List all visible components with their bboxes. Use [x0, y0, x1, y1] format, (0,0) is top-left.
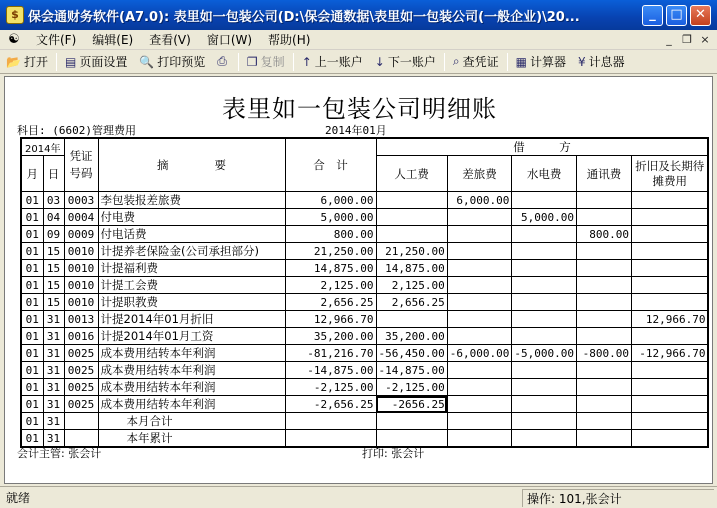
close-button[interactable]: ✕ [690, 5, 711, 26]
table-cell[interactable] [631, 396, 708, 413]
table-cell[interactable]: 15 [43, 277, 64, 294]
table-cell[interactable]: -5,000.00 [512, 345, 577, 362]
table-cell[interactable]: 800.00 [285, 226, 376, 243]
table-cell[interactable]: 01 [21, 413, 43, 430]
page-setup-button[interactable]: ▤ 页面设置 [64, 54, 128, 69]
table-cell[interactable]: 15 [43, 294, 64, 311]
table-cell[interactable]: 0025 [64, 396, 98, 413]
header-day: 日 [43, 156, 64, 192]
table-cell[interactable]: 31 [43, 345, 64, 362]
preview-icon: 🔍 [139, 54, 155, 69]
table-cell[interactable]: 5,000.00 [512, 209, 577, 226]
header-year: 2014年 [21, 138, 64, 156]
table-cell[interactable] [576, 277, 631, 294]
table-cell[interactable] [447, 226, 512, 243]
table-cell[interactable]: 12,966.70 [285, 311, 376, 328]
table-cell[interactable] [631, 362, 708, 379]
table-row [21, 294, 708, 311]
table-cell[interactable] [631, 379, 708, 396]
table-cell[interactable] [447, 260, 512, 277]
copy-icon: ❐ [246, 54, 258, 69]
folder-icon: 📂 [6, 54, 21, 69]
table-cell[interactable]: 6,000.00 [447, 192, 512, 209]
print-preview-button[interactable]: 🔍 打印预览 [139, 54, 206, 69]
table-cell[interactable]: 0010 [64, 243, 98, 260]
table-cell[interactable]: 01 [21, 294, 43, 311]
mdi-restore-button[interactable]: ❐ [682, 32, 692, 46]
table-cell[interactable] [512, 226, 577, 243]
table-cell[interactable]: 5,000.00 [285, 209, 376, 226]
table-cell[interactable]: -6,000.00 [447, 345, 512, 362]
report-page [4, 76, 713, 484]
accountant-label: 会计主管: 张会计 [17, 447, 102, 460]
table-row [21, 209, 708, 226]
arrow-down-icon: ↓ [374, 54, 385, 69]
table-cell[interactable] [512, 379, 577, 396]
table-cell[interactable]: 本月合计 [98, 413, 285, 430]
table-cell[interactable]: -14,875.00 [285, 362, 376, 379]
table-cell[interactable]: 2,125.00 [376, 277, 447, 294]
table-cell[interactable]: -2,125.00 [285, 379, 376, 396]
menu-bar [0, 30, 717, 50]
table-cell[interactable]: 31 [43, 311, 64, 328]
table-cell[interactable]: 31 [43, 396, 64, 413]
table-cell[interactable] [447, 413, 512, 430]
table-cell[interactable] [376, 413, 447, 430]
table-cell[interactable]: 01 [21, 277, 43, 294]
table-cell[interactable]: 成本费用结转本年利润 [98, 345, 285, 362]
table-cell[interactable] [512, 277, 577, 294]
print-button[interactable] [211, 51, 236, 73]
table-cell[interactable]: -14,875.00 [376, 362, 447, 379]
table-cell[interactable]: 0010 [64, 260, 98, 277]
table-cell[interactable]: 14,875.00 [285, 260, 376, 277]
table-cell[interactable] [447, 379, 512, 396]
header-travel: 差旅费 [447, 156, 512, 192]
table-cell[interactable]: 01 [21, 362, 43, 379]
table-cell[interactable]: -2,125.00 [376, 379, 447, 396]
table-cell[interactable]: 31 [43, 430, 64, 448]
header-month: 月 [21, 156, 43, 192]
table-cell[interactable] [447, 277, 512, 294]
menu-help[interactable]: 帮助(H) [268, 32, 311, 47]
table-cell[interactable]: 6,000.00 [285, 192, 376, 209]
arrow-up-icon: ↑ [301, 54, 312, 69]
table-cell[interactable] [512, 260, 577, 277]
table-cell[interactable] [631, 243, 708, 260]
table-cell[interactable]: 01 [21, 243, 43, 260]
interest-calculator-button[interactable]: ¥ 计息器 [577, 54, 625, 69]
table-cell[interactable] [512, 311, 577, 328]
table-cell[interactable] [376, 192, 447, 209]
table-cell[interactable] [376, 311, 447, 328]
calculator-button[interactable]: ▦ 计算器 [515, 54, 566, 69]
table-cell[interactable] [512, 362, 577, 379]
table-cell[interactable]: -56,450.00 [376, 345, 447, 362]
table-cell[interactable]: 12,966.70 [631, 311, 708, 328]
table-cell[interactable]: 0025 [64, 362, 98, 379]
table-cell[interactable] [631, 294, 708, 311]
table-cell[interactable]: 0003 [64, 192, 98, 209]
header-debit: 借 方 [376, 138, 708, 156]
table-cell[interactable]: -12,966.70 [631, 345, 708, 362]
table-cell[interactable]: 0013 [64, 311, 98, 328]
table-cell[interactable] [576, 294, 631, 311]
table-cell[interactable] [576, 243, 631, 260]
table-row [21, 345, 708, 362]
table-cell[interactable]: 成本费用结转本年利润 [98, 362, 285, 379]
table-cell[interactable] [576, 209, 631, 226]
table-cell[interactable] [447, 362, 512, 379]
window-title: 保会通财务软件(A7.0): 表里如一包装公司(D:\保会通数据\表里如一包装公司(一般企业)\20... [28, 9, 580, 25]
table-cell[interactable] [447, 243, 512, 260]
yen-icon: ¥ [577, 54, 586, 69]
table-row [21, 311, 708, 328]
table-cell[interactable]: 01 [21, 226, 43, 243]
table-cell[interactable]: 01 [21, 430, 43, 448]
table-row [21, 243, 708, 260]
ledger-body [21, 192, 708, 448]
table-cell[interactable]: 09 [43, 226, 64, 243]
menu-file[interactable]: 文件(F) [36, 32, 77, 47]
toolbar [0, 50, 717, 74]
menu-edit[interactable]: 编辑(E) [92, 32, 134, 47]
table-cell[interactable]: 31 [43, 379, 64, 396]
table-cell[interactable]: 本年累计 [98, 430, 285, 448]
table-cell[interactable] [512, 396, 577, 413]
prev-account-button[interactable]: ↑ 上一账户 [301, 54, 363, 69]
summary-row [21, 413, 708, 430]
report-title: 表里如一包装公司明细账 [222, 95, 497, 123]
header-total: 合 计 [285, 138, 376, 192]
table-cell[interactable] [631, 192, 708, 209]
table-cell[interactable]: 01 [21, 328, 43, 345]
table-cell[interactable]: 01 [21, 192, 43, 209]
header-depreciation: 折旧及长期待摊费用 [631, 156, 708, 192]
table-cell[interactable]: 01 [21, 260, 43, 277]
table-cell[interactable]: 计提职教费 [98, 294, 285, 311]
table-cell[interactable] [631, 226, 708, 243]
menu-view[interactable]: 查看(V) [149, 32, 191, 47]
printer-icon: ⎙ [217, 54, 227, 68]
table-cell[interactable] [512, 328, 577, 345]
table-cell[interactable] [512, 413, 577, 430]
view-voucher-button[interactable]: ⌕ 查凭证 [452, 54, 499, 69]
table-cell[interactable] [447, 430, 512, 448]
table-cell[interactable]: 0010 [64, 277, 98, 294]
table-cell[interactable]: 35,200.00 [376, 328, 447, 345]
header-telecom: 通讯费 [576, 156, 631, 192]
table-cell[interactable]: 成本费用结转本年利润 [98, 396, 285, 413]
table-cell[interactable]: 2,656.25 [376, 294, 447, 311]
table-row [21, 396, 708, 413]
period-label: 2014年01月 [325, 124, 387, 137]
table-cell[interactable] [447, 328, 512, 345]
header-utilities: 水电费 [512, 156, 577, 192]
table-row [21, 260, 708, 277]
title-bar [0, 0, 717, 30]
table-row [21, 226, 708, 243]
yin-yang-icon[interactable]: ☯ [8, 31, 20, 47]
page-icon: ▤ [64, 54, 77, 69]
status-bar [0, 486, 717, 508]
table-cell[interactable]: 31 [43, 362, 64, 379]
table-cell[interactable] [576, 328, 631, 345]
table-cell[interactable] [285, 413, 376, 430]
open-button[interactable]: 📂 打开 [6, 54, 48, 69]
table-cell[interactable]: 成本费用结转本年利润 [98, 379, 285, 396]
header-labor: 人工费 [376, 156, 447, 192]
table-cell[interactable]: 付电话费 [98, 226, 285, 243]
table-cell[interactable] [576, 413, 631, 430]
table-cell[interactable]: 0010 [64, 294, 98, 311]
table-cell[interactable] [512, 243, 577, 260]
ledger-table [20, 137, 709, 448]
table-cell[interactable]: 李包装报差旅费 [98, 192, 285, 209]
calculator-icon: ▦ [515, 54, 527, 69]
table-row [21, 362, 708, 379]
table-cell[interactable]: 01 [21, 311, 43, 328]
table-cell[interactable] [631, 209, 708, 226]
table-cell[interactable]: 04 [43, 209, 64, 226]
menu-window[interactable]: 窗口(W) [206, 32, 253, 47]
table-row [21, 277, 708, 294]
table-cell[interactable]: 31 [43, 413, 64, 430]
table-cell[interactable] [512, 294, 577, 311]
table-cell[interactable] [447, 294, 512, 311]
mdi-close-button[interactable]: × [700, 32, 710, 46]
table-cell[interactable]: 0025 [64, 379, 98, 396]
table-cell[interactable]: 03 [43, 192, 64, 209]
table-cell[interactable]: 15 [43, 260, 64, 277]
next-account-button[interactable]: ↓ 下一账户 [374, 54, 436, 69]
table-cell[interactable]: -2656.25 [376, 396, 447, 413]
table-cell[interactable] [576, 430, 631, 448]
mdi-minimize-button[interactable]: _ [666, 32, 672, 46]
table-row [21, 328, 708, 345]
table-cell[interactable]: 800.00 [576, 226, 631, 243]
table-cell[interactable]: 01 [21, 209, 43, 226]
search-icon: ⌕ [452, 54, 460, 68]
app-icon: $ [6, 6, 24, 24]
table-cell[interactable] [576, 260, 631, 277]
table-cell[interactable] [576, 311, 631, 328]
table-cell[interactable]: -81,216.70 [285, 345, 376, 362]
table-row [21, 379, 708, 396]
maximize-button[interactable]: □ [666, 5, 687, 26]
table-cell[interactable] [631, 413, 708, 430]
table-cell[interactable] [576, 192, 631, 209]
table-cell[interactable]: 21,250.00 [285, 243, 376, 260]
status-text: 就绪 [6, 491, 31, 505]
table-cell[interactable]: 0004 [64, 209, 98, 226]
minimize-button[interactable]: _ [642, 5, 663, 26]
table-cell[interactable] [631, 277, 708, 294]
table-cell[interactable] [376, 226, 447, 243]
table-cell[interactable]: 01 [21, 345, 43, 362]
table-cell[interactable]: 14,875.00 [376, 260, 447, 277]
subject-label: 科目: (6602)管理费用 [17, 124, 136, 137]
table-cell[interactable] [576, 362, 631, 379]
table-cell[interactable]: -2,656.25 [285, 396, 376, 413]
table-cell[interactable] [631, 430, 708, 448]
table-cell[interactable]: 计提2014年01月工资 [98, 328, 285, 345]
table-cell[interactable]: 计提2014年01月折旧 [98, 311, 285, 328]
table-cell[interactable]: 01 [21, 379, 43, 396]
table-cell[interactable]: 付电费 [98, 209, 285, 226]
table-cell[interactable] [631, 260, 708, 277]
table-cell[interactable] [576, 396, 631, 413]
table-cell[interactable]: 31 [43, 328, 64, 345]
table-cell[interactable] [447, 396, 512, 413]
table-cell[interactable]: 15 [43, 243, 64, 260]
table-cell[interactable]: 2,656.25 [285, 294, 376, 311]
table-cell[interactable] [576, 379, 631, 396]
table-cell[interactable]: 0009 [64, 226, 98, 243]
table-cell[interactable]: 35,200.00 [285, 328, 376, 345]
table-cell[interactable]: 0025 [64, 345, 98, 362]
table-cell[interactable] [447, 311, 512, 328]
table-cell[interactable] [512, 430, 577, 448]
table-cell[interactable] [631, 328, 708, 345]
table-row [21, 192, 708, 209]
table-cell[interactable] [64, 413, 98, 430]
operator-status: 操作: 101,张会计 [522, 489, 714, 507]
table-cell[interactable] [447, 209, 512, 226]
table-cell[interactable]: -800.00 [576, 345, 631, 362]
table-cell[interactable]: 21,250.00 [376, 243, 447, 260]
table-cell[interactable]: 计提养老保险金(公司承担部分) [98, 243, 285, 260]
table-cell[interactable]: 2,125.00 [285, 277, 376, 294]
printer-label: 打印: 张会计 [362, 447, 425, 460]
table-cell[interactable]: 0016 [64, 328, 98, 345]
table-cell[interactable] [376, 209, 447, 226]
table-cell[interactable]: 计提工会费 [98, 277, 285, 294]
copy-button[interactable]: ❐ 复制 [246, 54, 285, 69]
header-voucher: 凭证号码 [64, 138, 98, 192]
table-cell[interactable]: 计提福利费 [98, 260, 285, 277]
table-cell[interactable] [512, 192, 577, 209]
header-summary: 摘 要 [98, 138, 285, 192]
table-cell[interactable]: 01 [21, 396, 43, 413]
